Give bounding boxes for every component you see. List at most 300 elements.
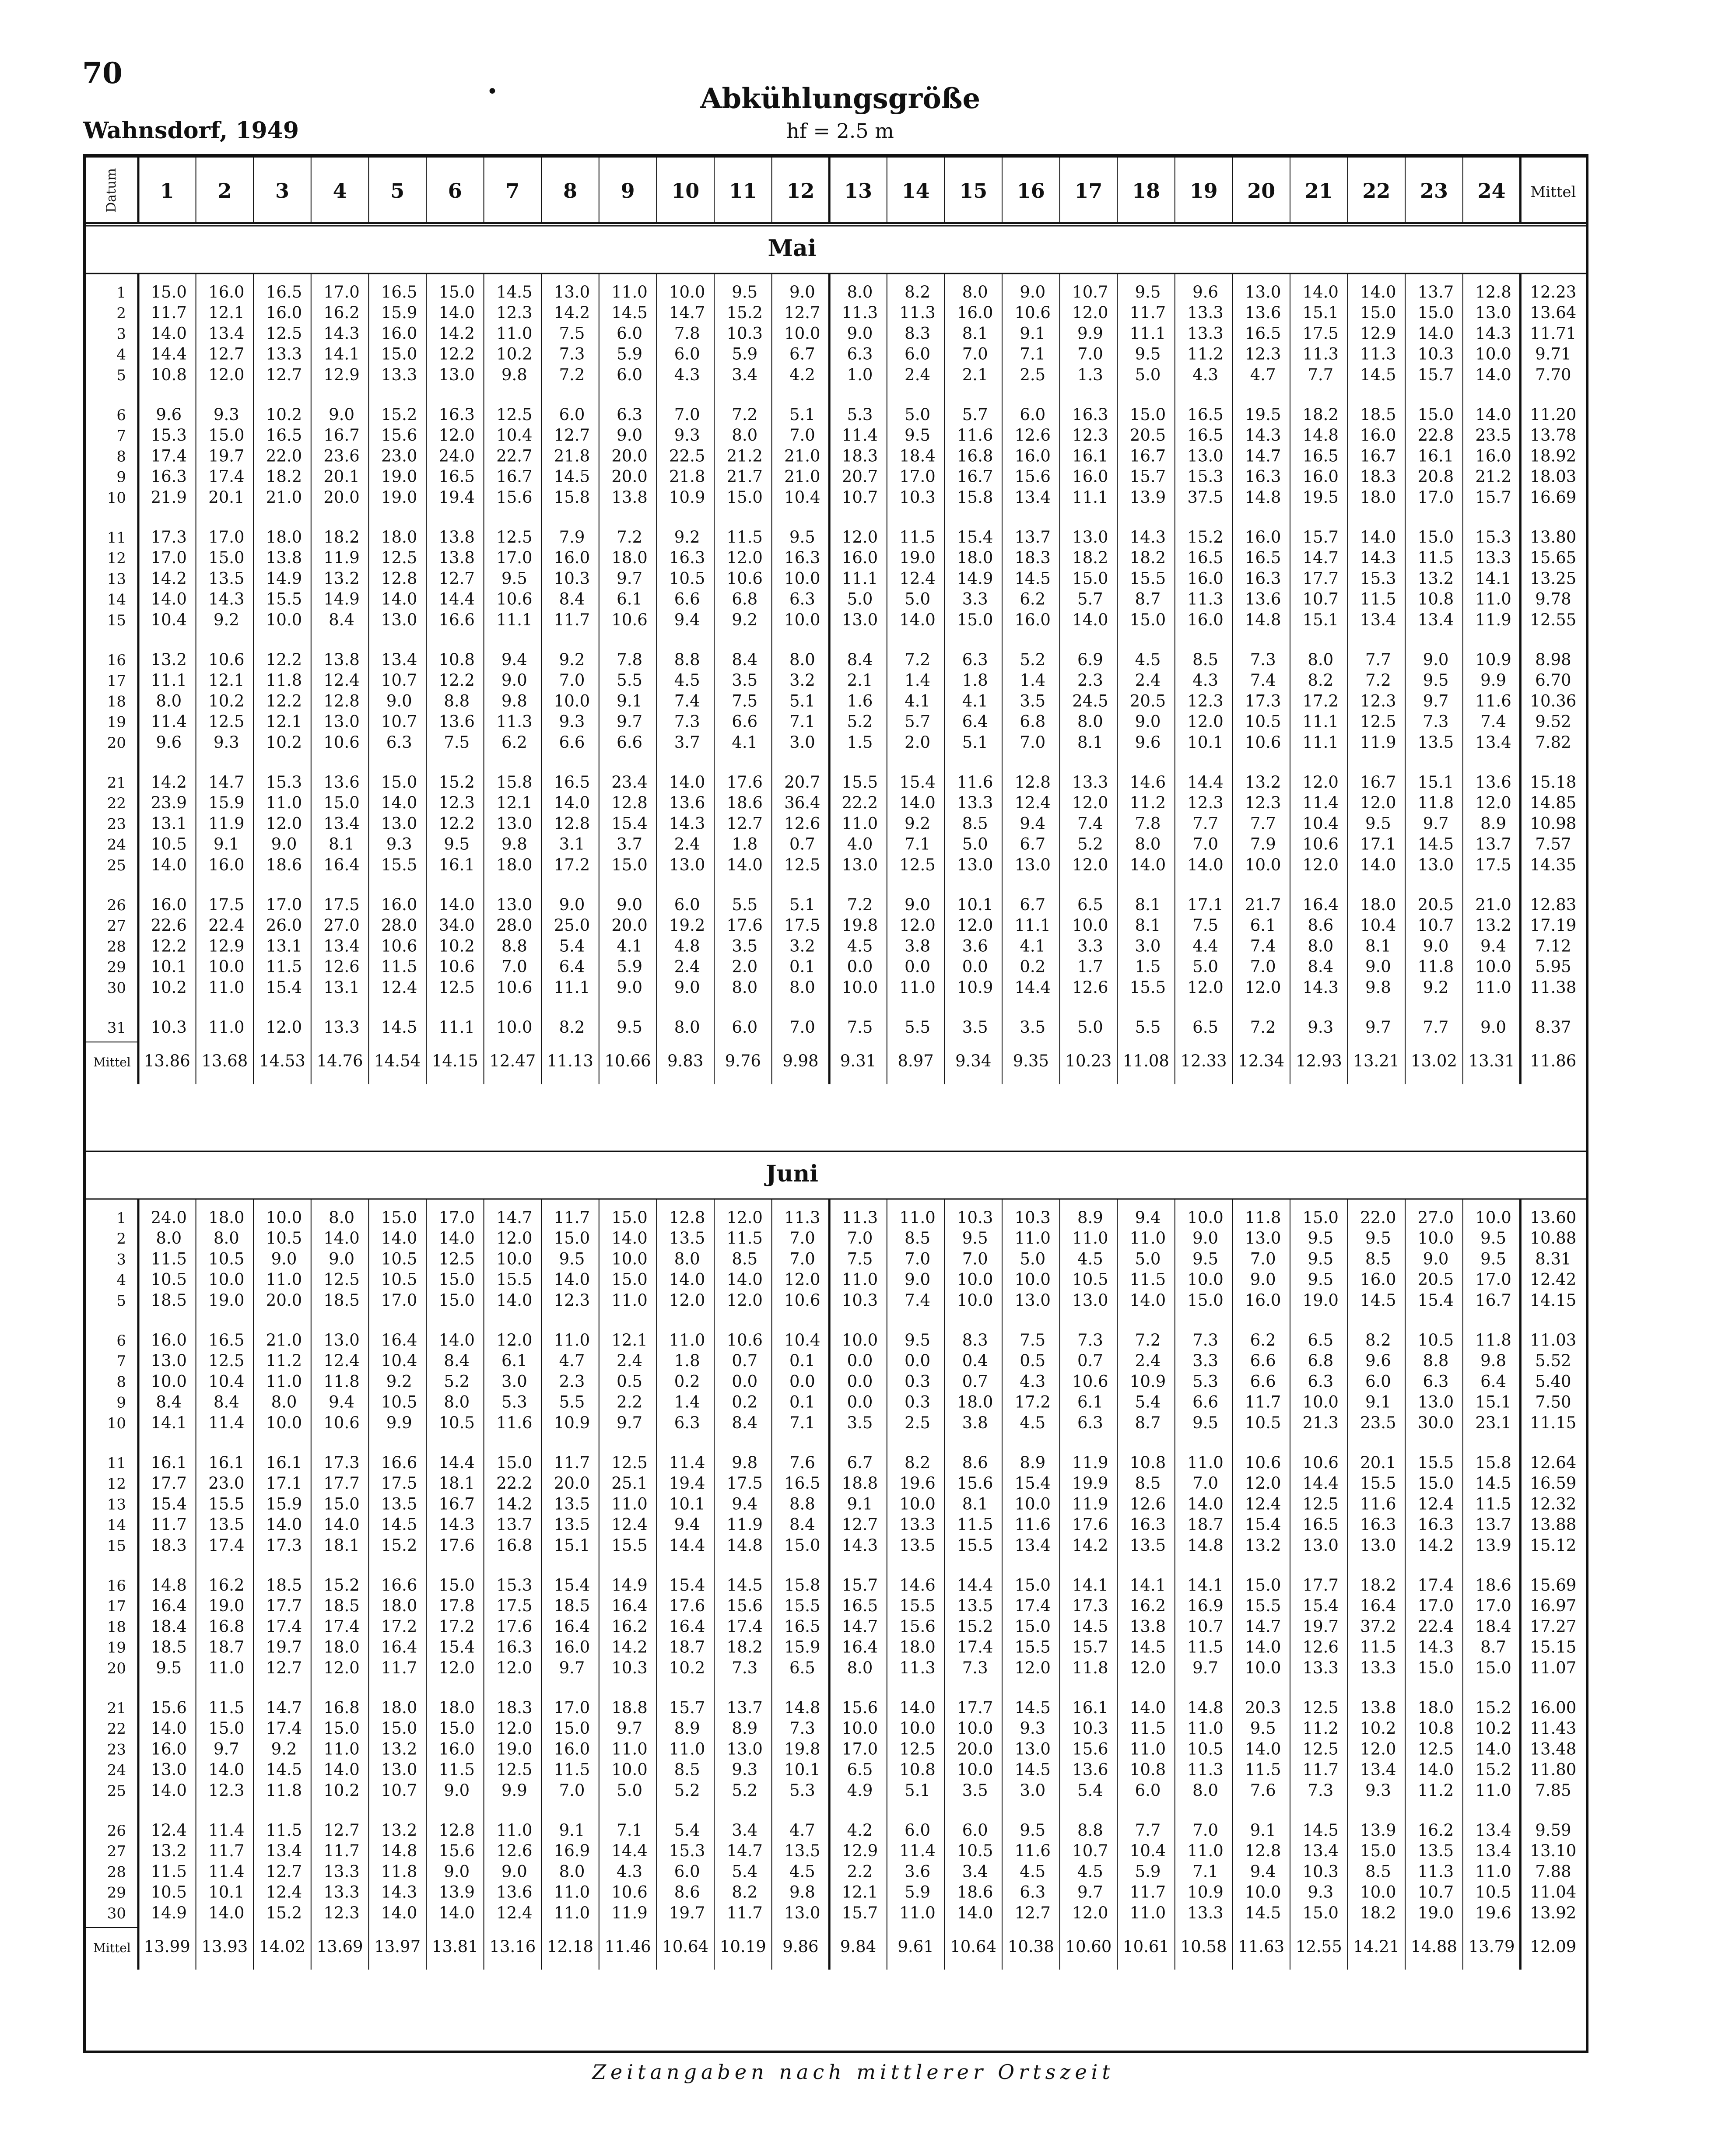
value-cell: 9.5 (1192, 1249, 1219, 1269)
value-cell: 12.5 (496, 528, 533, 547)
value-cell: 18.3 (1360, 467, 1396, 486)
value-cell: 17.2 (438, 1617, 475, 1636)
value-cell: 0.5 (1020, 1351, 1046, 1371)
value-cell: 18.4 (151, 1617, 187, 1636)
value-cell: 9.5 (1250, 1719, 1276, 1738)
value-cell: 10.0 (1187, 1270, 1224, 1289)
value-cell: 15.0 (1014, 1617, 1051, 1636)
value-cell: 9.5 (501, 569, 527, 588)
value-cell: 13.1 (266, 936, 302, 956)
value-cell: 3.1 (559, 834, 585, 854)
value-cell: 8.0 (789, 978, 815, 997)
value-cell: 14.7 (841, 1617, 878, 1636)
value-cell: 14.85 (1530, 793, 1577, 813)
date-cell: 24 (107, 1761, 126, 1779)
value-cell: 12.4 (323, 671, 360, 690)
value-cell: 6.9 (1077, 650, 1103, 669)
value-cell: 15.9 (208, 793, 245, 813)
value-cell: 11.20 (1530, 405, 1577, 424)
value-cell: 15.4 (957, 528, 993, 547)
value-cell: 11.7 (381, 1658, 417, 1677)
value-cell: 10.2 (266, 733, 302, 752)
value-cell: 15.0 (1014, 1576, 1051, 1595)
value-cell: 10.9 (1187, 1883, 1224, 1902)
value-cell: 10.3 (726, 324, 763, 343)
mean-cell: 11.86 (1530, 1052, 1577, 1071)
value-cell: 8.0 (444, 1392, 470, 1412)
value-cell: 17.5 (1302, 324, 1339, 343)
value-cell: 16.2 (1417, 1821, 1454, 1840)
value-cell: 34.0 (438, 916, 475, 935)
mean-cell: 13.31 (1468, 1052, 1515, 1071)
value-cell: 0.2 (674, 1372, 700, 1391)
date-cell: 30 (107, 979, 126, 997)
value-cell: 0.0 (847, 957, 873, 976)
header-hour-6: 6 (448, 179, 462, 203)
value-cell: 16.0 (1072, 467, 1108, 486)
value-cell: 11.3 (1187, 589, 1224, 609)
value-cell: 17.7 (266, 1596, 302, 1616)
value-cell: 18.0 (381, 528, 417, 547)
value-cell: 12.6 (323, 957, 360, 976)
value-cell: 27.0 (323, 916, 360, 935)
value-cell: 15.0 (381, 1719, 417, 1738)
value-cell: 11.8 (1072, 1658, 1108, 1677)
value-cell: 5.0 (617, 1781, 643, 1800)
value-cell: 14.9 (957, 569, 993, 588)
value-cell: 21.3 (1302, 1413, 1339, 1432)
value-cell: 14.1 (1072, 1576, 1108, 1595)
header-date-label: Datum (104, 168, 119, 213)
date-cell: 23 (107, 815, 126, 833)
value-cell: 15.4 (151, 1494, 187, 1514)
value-cell: 8.7 (1135, 1413, 1161, 1432)
value-cell: 6.0 (1135, 1781, 1161, 1800)
date-cell: 22 (107, 795, 126, 813)
value-cell: 14.0 (611, 1229, 648, 1248)
value-cell: 7.9 (1250, 834, 1276, 854)
value-cell: 15.0 (438, 1719, 475, 1738)
value-cell: 15.7 (1129, 467, 1166, 486)
value-cell: 9.5 (789, 528, 815, 547)
value-cell: 10.3 (841, 1290, 878, 1310)
value-cell: 10.2 (496, 344, 533, 364)
value-cell: 14.7 (669, 303, 705, 323)
value-cell: 12.32 (1530, 1494, 1577, 1514)
value-cell: 10.6 (726, 1331, 763, 1350)
value-cell: 6.6 (1250, 1351, 1276, 1371)
value-cell: 10.7 (1417, 1883, 1454, 1902)
value-cell: 12.5 (381, 548, 417, 568)
date-cell: 5 (116, 366, 126, 384)
value-cell: 12.0 (496, 1229, 533, 1248)
value-cell: 14.0 (438, 895, 475, 914)
value-cell: 11.5 (1129, 1719, 1166, 1738)
value-cell: 16.5 (1245, 324, 1281, 343)
value-cell: 7.0 (1250, 957, 1276, 976)
value-cell: 21.7 (1245, 895, 1281, 914)
value-cell: 21.0 (784, 446, 820, 466)
value-cell: 11.43 (1530, 1719, 1577, 1738)
value-cell: 15.1 (1302, 303, 1339, 323)
value-cell: 7.0 (905, 1249, 931, 1269)
value-cell: 10.9 (669, 487, 705, 507)
value-cell: 14.3 (208, 589, 245, 609)
value-cell: 16.0 (438, 1739, 475, 1759)
value-cell: 10.5 (1245, 712, 1281, 731)
value-cell: 13.7 (1475, 1515, 1511, 1534)
value-cell: 10.3 (1014, 1208, 1051, 1227)
date-cell: 28 (107, 938, 126, 956)
value-cell: 7.6 (1250, 1781, 1276, 1800)
value-cell: 17.1 (1187, 895, 1224, 914)
value-cell: 7.1 (617, 1821, 643, 1840)
value-cell: 8.5 (732, 1249, 758, 1269)
value-cell: 16.00 (1530, 1698, 1577, 1717)
header-hour-10: 10 (671, 179, 700, 203)
value-cell: 13.92 (1530, 1903, 1577, 1922)
value-cell: 11.7 (1245, 1392, 1281, 1412)
value-cell: 16.0 (1187, 610, 1224, 629)
value-cell: 12.0 (1302, 773, 1339, 792)
value-cell: 10.5 (208, 1249, 245, 1269)
value-cell: 20.0 (554, 1474, 590, 1493)
value-cell: 10.7 (1072, 283, 1108, 301)
value-cell: 10.0 (611, 1249, 648, 1269)
value-cell: 12.0 (1187, 712, 1224, 731)
value-cell: 12.4 (899, 569, 936, 588)
mean-cell: 9.84 (840, 1937, 877, 1956)
value-cell: 14.0 (266, 1515, 302, 1534)
value-cell: 16.0 (1014, 446, 1051, 466)
value-cell: 0.3 (905, 1372, 931, 1391)
value-cell: 13.5 (381, 1494, 417, 1514)
value-cell: 13.4 (1475, 733, 1511, 752)
value-cell: 15.0 (1187, 1290, 1224, 1310)
value-cell: 3.3 (1077, 936, 1103, 956)
value-cell: 15.18 (1530, 773, 1577, 792)
value-cell: 6.8 (1020, 712, 1046, 731)
value-cell: 11.71 (1530, 324, 1577, 343)
value-cell: 13.5 (784, 1841, 820, 1861)
value-cell: 17.6 (726, 773, 763, 792)
value-cell: 4.9 (847, 1781, 873, 1800)
value-cell: 10.1 (669, 1494, 705, 1514)
value-cell: 17.4 (151, 446, 187, 466)
value-cell: 15.2 (1475, 1760, 1511, 1779)
value-cell: 11.0 (1187, 1841, 1224, 1861)
value-cell: 15.2 (266, 1903, 302, 1922)
value-cell: 10.3 (1072, 1719, 1108, 1738)
value-cell: 15.0 (1417, 1658, 1454, 1677)
value-cell: 8.5 (1135, 1474, 1161, 1493)
value-cell: 16.6 (381, 1453, 417, 1472)
value-cell: 14.0 (438, 1229, 475, 1248)
value-cell: 16.0 (151, 1331, 187, 1350)
value-cell: 13.8 (266, 548, 302, 568)
header-hour-12: 12 (786, 179, 815, 203)
date-cell: 19 (107, 1639, 126, 1657)
value-cell: 7.70 (1535, 365, 1571, 384)
value-cell: 7.2 (732, 405, 758, 424)
value-cell: 6.6 (674, 589, 700, 609)
value-cell: 0.1 (789, 1351, 815, 1371)
value-cell: 21.8 (554, 446, 590, 466)
value-cell: 6.7 (1020, 895, 1046, 914)
value-cell: 14.2 (496, 1494, 533, 1514)
value-cell: 13.8 (611, 487, 648, 507)
value-cell: 5.9 (1135, 1862, 1161, 1881)
date-cell: 13 (107, 570, 126, 588)
value-cell: 12.0 (208, 365, 245, 384)
value-cell: 18.5 (151, 1637, 187, 1657)
value-cell: 12.5 (496, 1760, 533, 1779)
value-cell: 14.15 (1530, 1290, 1577, 1310)
value-cell: 12.3 (323, 1903, 360, 1922)
value-cell: 12.8 (1475, 283, 1511, 301)
value-cell: 10.5 (438, 1413, 475, 1432)
value-cell: 12.4 (323, 1351, 360, 1371)
value-cell: 17.5 (1475, 855, 1511, 874)
value-cell: 24.5 (1072, 691, 1108, 711)
value-cell: 12.0 (438, 1658, 475, 1677)
value-cell: 7.5 (559, 324, 585, 343)
value-cell: 13.4 (1360, 610, 1396, 629)
value-cell: 5.3 (501, 1392, 527, 1412)
value-cell: 9.0 (617, 978, 643, 997)
value-cell: 14.0 (381, 1903, 417, 1922)
value-cell: 9.0 (1480, 1018, 1507, 1037)
value-cell: 12.0 (784, 1270, 820, 1289)
value-cell: 11.0 (496, 324, 533, 343)
value-cell: 8.0 (847, 283, 873, 301)
value-cell: 5.9 (617, 344, 643, 364)
value-cell: 18.6 (957, 1883, 993, 1902)
value-cell: 15.0 (208, 426, 245, 445)
value-cell: 6.3 (386, 733, 412, 752)
mean-cell: 12.09 (1530, 1937, 1577, 1956)
value-cell: 15.2 (957, 1617, 993, 1636)
value-cell: 7.3 (1423, 712, 1449, 731)
value-cell: 15.0 (496, 1453, 533, 1472)
value-cell: 22.7 (496, 446, 533, 466)
value-cell: 10.5 (957, 1841, 993, 1861)
value-cell: 12.0 (1245, 1474, 1281, 1493)
value-cell: 0.7 (789, 834, 815, 854)
mean-cell: 10.64 (662, 1937, 709, 1956)
value-cell: 8.0 (847, 1658, 873, 1677)
value-cell: 12.5 (1302, 1698, 1339, 1717)
value-cell: 13.80 (1530, 528, 1577, 547)
value-cell: 11.9 (1475, 610, 1511, 629)
value-cell: 17.8 (438, 1596, 475, 1616)
value-cell: 16.0 (266, 303, 302, 323)
value-cell: 11.4 (1302, 793, 1339, 813)
value-cell: 10.6 (496, 978, 533, 997)
value-cell: 14.2 (611, 1637, 648, 1657)
value-cell: 14.8 (1245, 487, 1281, 507)
value-cell: 5.2 (444, 1372, 470, 1391)
value-cell: 11.5 (1360, 589, 1396, 609)
value-cell: 16.4 (1302, 895, 1339, 914)
value-cell: 13.3 (323, 1018, 360, 1037)
mean-cell: 9.98 (782, 1052, 819, 1071)
value-cell: 9.5 (617, 1018, 643, 1037)
value-cell: 7.2 (905, 650, 931, 669)
value-cell: 7.0 (789, 1229, 815, 1248)
value-cell: 10.2 (1360, 1719, 1396, 1738)
value-cell: 13.25 (1530, 569, 1577, 588)
value-cell: 16.1 (1072, 1698, 1108, 1717)
value-cell: 8.5 (1365, 1862, 1391, 1881)
value-cell: 7.0 (1250, 1249, 1276, 1269)
value-cell: 9.3 (1308, 1883, 1334, 1902)
value-cell: 23.5 (1360, 1413, 1396, 1432)
value-cell: 6.0 (617, 324, 643, 343)
value-cell: 8.0 (1308, 650, 1334, 669)
value-cell: 5.3 (1192, 1372, 1219, 1391)
value-cell: 8.0 (789, 650, 815, 669)
value-cell: 2.4 (617, 1351, 643, 1371)
value-cell: 9.3 (213, 733, 239, 752)
value-cell: 8.0 (329, 1208, 355, 1227)
date-cell: 30 (107, 1904, 126, 1922)
value-cell: 14.0 (438, 303, 475, 323)
value-cell: 5.0 (1020, 1249, 1046, 1269)
value-cell: 14.7 (726, 1841, 763, 1861)
value-cell: 9.3 (559, 712, 585, 731)
value-cell: 15.0 (554, 1719, 590, 1738)
value-cell: 6.6 (617, 733, 643, 752)
value-cell: 15.6 (151, 1698, 187, 1717)
value-cell: 3.3 (962, 589, 988, 609)
value-cell: 37.2 (1360, 1617, 1396, 1636)
page-title: Abkühlungsgröße (700, 82, 981, 115)
value-cell: 0.1 (789, 957, 815, 976)
value-cell: 8.8 (1423, 1351, 1449, 1371)
value-cell: 12.0 (1072, 793, 1108, 813)
value-cell: 17.5 (726, 1474, 763, 1493)
value-cell: 13.0 (323, 1331, 360, 1350)
date-cell: 8 (116, 448, 126, 466)
value-cell: 20.3 (1245, 1698, 1281, 1717)
value-cell: 9.8 (1365, 978, 1391, 997)
value-cell: 5.1 (789, 405, 815, 424)
header-hour-15: 15 (959, 179, 988, 203)
value-cell: 12.4 (1245, 1494, 1281, 1514)
value-cell: 5.0 (905, 589, 931, 609)
value-cell: 3.4 (962, 1862, 988, 1881)
value-cell: 10.5 (381, 1392, 417, 1412)
value-cell: 8.4 (444, 1351, 470, 1371)
date-cell: 5 (116, 1292, 126, 1310)
value-cell: 10.0 (1014, 1494, 1051, 1514)
value-cell: 12.0 (1302, 855, 1339, 874)
mean-cell: 14.15 (431, 1052, 478, 1071)
value-cell: 15.0 (381, 344, 417, 364)
value-cell: 10.2 (1475, 1719, 1511, 1738)
value-cell: 5.95 (1535, 957, 1571, 976)
value-cell: 0.0 (732, 1372, 758, 1391)
value-cell: 15.7 (669, 1698, 705, 1717)
value-cell: 3.0 (1020, 1781, 1046, 1800)
value-cell: 11.4 (899, 1841, 936, 1861)
date-cell: 15 (107, 611, 126, 629)
value-cell: 16.5 (438, 467, 475, 486)
value-cell: 10.0 (1187, 1208, 1224, 1227)
value-cell: 9.9 (501, 1781, 527, 1800)
value-cell: 12.0 (323, 1658, 360, 1677)
value-cell: 10.6 (784, 1290, 820, 1310)
value-cell: 15.0 (784, 1535, 820, 1555)
value-cell: 13.0 (1245, 1229, 1281, 1248)
value-cell: 1.5 (1135, 957, 1161, 976)
value-cell: 15.5 (1129, 569, 1166, 588)
value-cell: 11.5 (266, 1821, 302, 1840)
value-cell: 14.3 (381, 1883, 417, 1902)
value-cell: 15.5 (611, 1535, 648, 1555)
value-cell: 16.4 (151, 1596, 187, 1616)
value-cell: 8.4 (213, 1392, 239, 1412)
value-cell: 13.0 (496, 895, 533, 914)
value-cell: 11.5 (1129, 1270, 1166, 1289)
value-cell: 18.8 (611, 1698, 648, 1717)
value-cell: 9.71 (1535, 344, 1571, 364)
value-cell: 7.3 (732, 1658, 758, 1677)
value-cell: 20.5 (1417, 1270, 1454, 1289)
value-cell: 11.0 (1129, 1903, 1166, 1922)
value-cell: 13.5 (554, 1515, 590, 1534)
value-cell: 17.4 (323, 1617, 360, 1636)
value-cell: 14.0 (381, 589, 417, 609)
value-cell: 10.8 (151, 365, 187, 384)
value-cell: 16.0 (841, 548, 878, 568)
value-cell: 11.0 (899, 978, 936, 997)
value-cell: 16.5 (784, 1617, 820, 1636)
value-cell: 4.3 (1020, 1372, 1046, 1391)
value-cell: 13.0 (841, 610, 878, 629)
value-cell: 12.0 (957, 916, 993, 935)
mean-cell: 9.31 (840, 1052, 877, 1071)
value-cell: 9.7 (617, 569, 643, 588)
value-cell: 14.0 (208, 1760, 245, 1779)
value-cell: 13.2 (381, 1739, 417, 1759)
value-cell: 4.1 (905, 691, 931, 711)
value-cell: 16.0 (1302, 467, 1339, 486)
value-cell: 2.2 (617, 1392, 643, 1412)
value-cell: 4.2 (789, 365, 815, 384)
value-cell: 6.6 (559, 733, 585, 752)
mean-cell: 10.23 (1065, 1052, 1112, 1071)
value-cell: 10.0 (266, 610, 302, 629)
value-cell: 5.4 (559, 936, 585, 956)
value-cell: 8.2 (905, 283, 931, 301)
value-cell: 27.0 (1417, 1208, 1454, 1227)
date-cell: 9 (116, 468, 126, 486)
value-cell: 21.0 (266, 487, 302, 507)
value-cell: 7.3 (559, 344, 585, 364)
value-cell: 14.0 (1187, 855, 1224, 874)
value-cell: 9.4 (501, 650, 527, 669)
value-cell: 12.0 (1014, 1658, 1051, 1677)
value-cell: 12.2 (266, 650, 302, 669)
header-hour-20: 20 (1247, 179, 1276, 203)
value-cell: 0.3 (905, 1392, 931, 1412)
date-cell: 12 (107, 550, 126, 568)
value-cell: 15.8 (1475, 1453, 1511, 1472)
value-cell: 4.5 (1020, 1413, 1046, 1432)
value-cell: 19.6 (1475, 1903, 1511, 1922)
